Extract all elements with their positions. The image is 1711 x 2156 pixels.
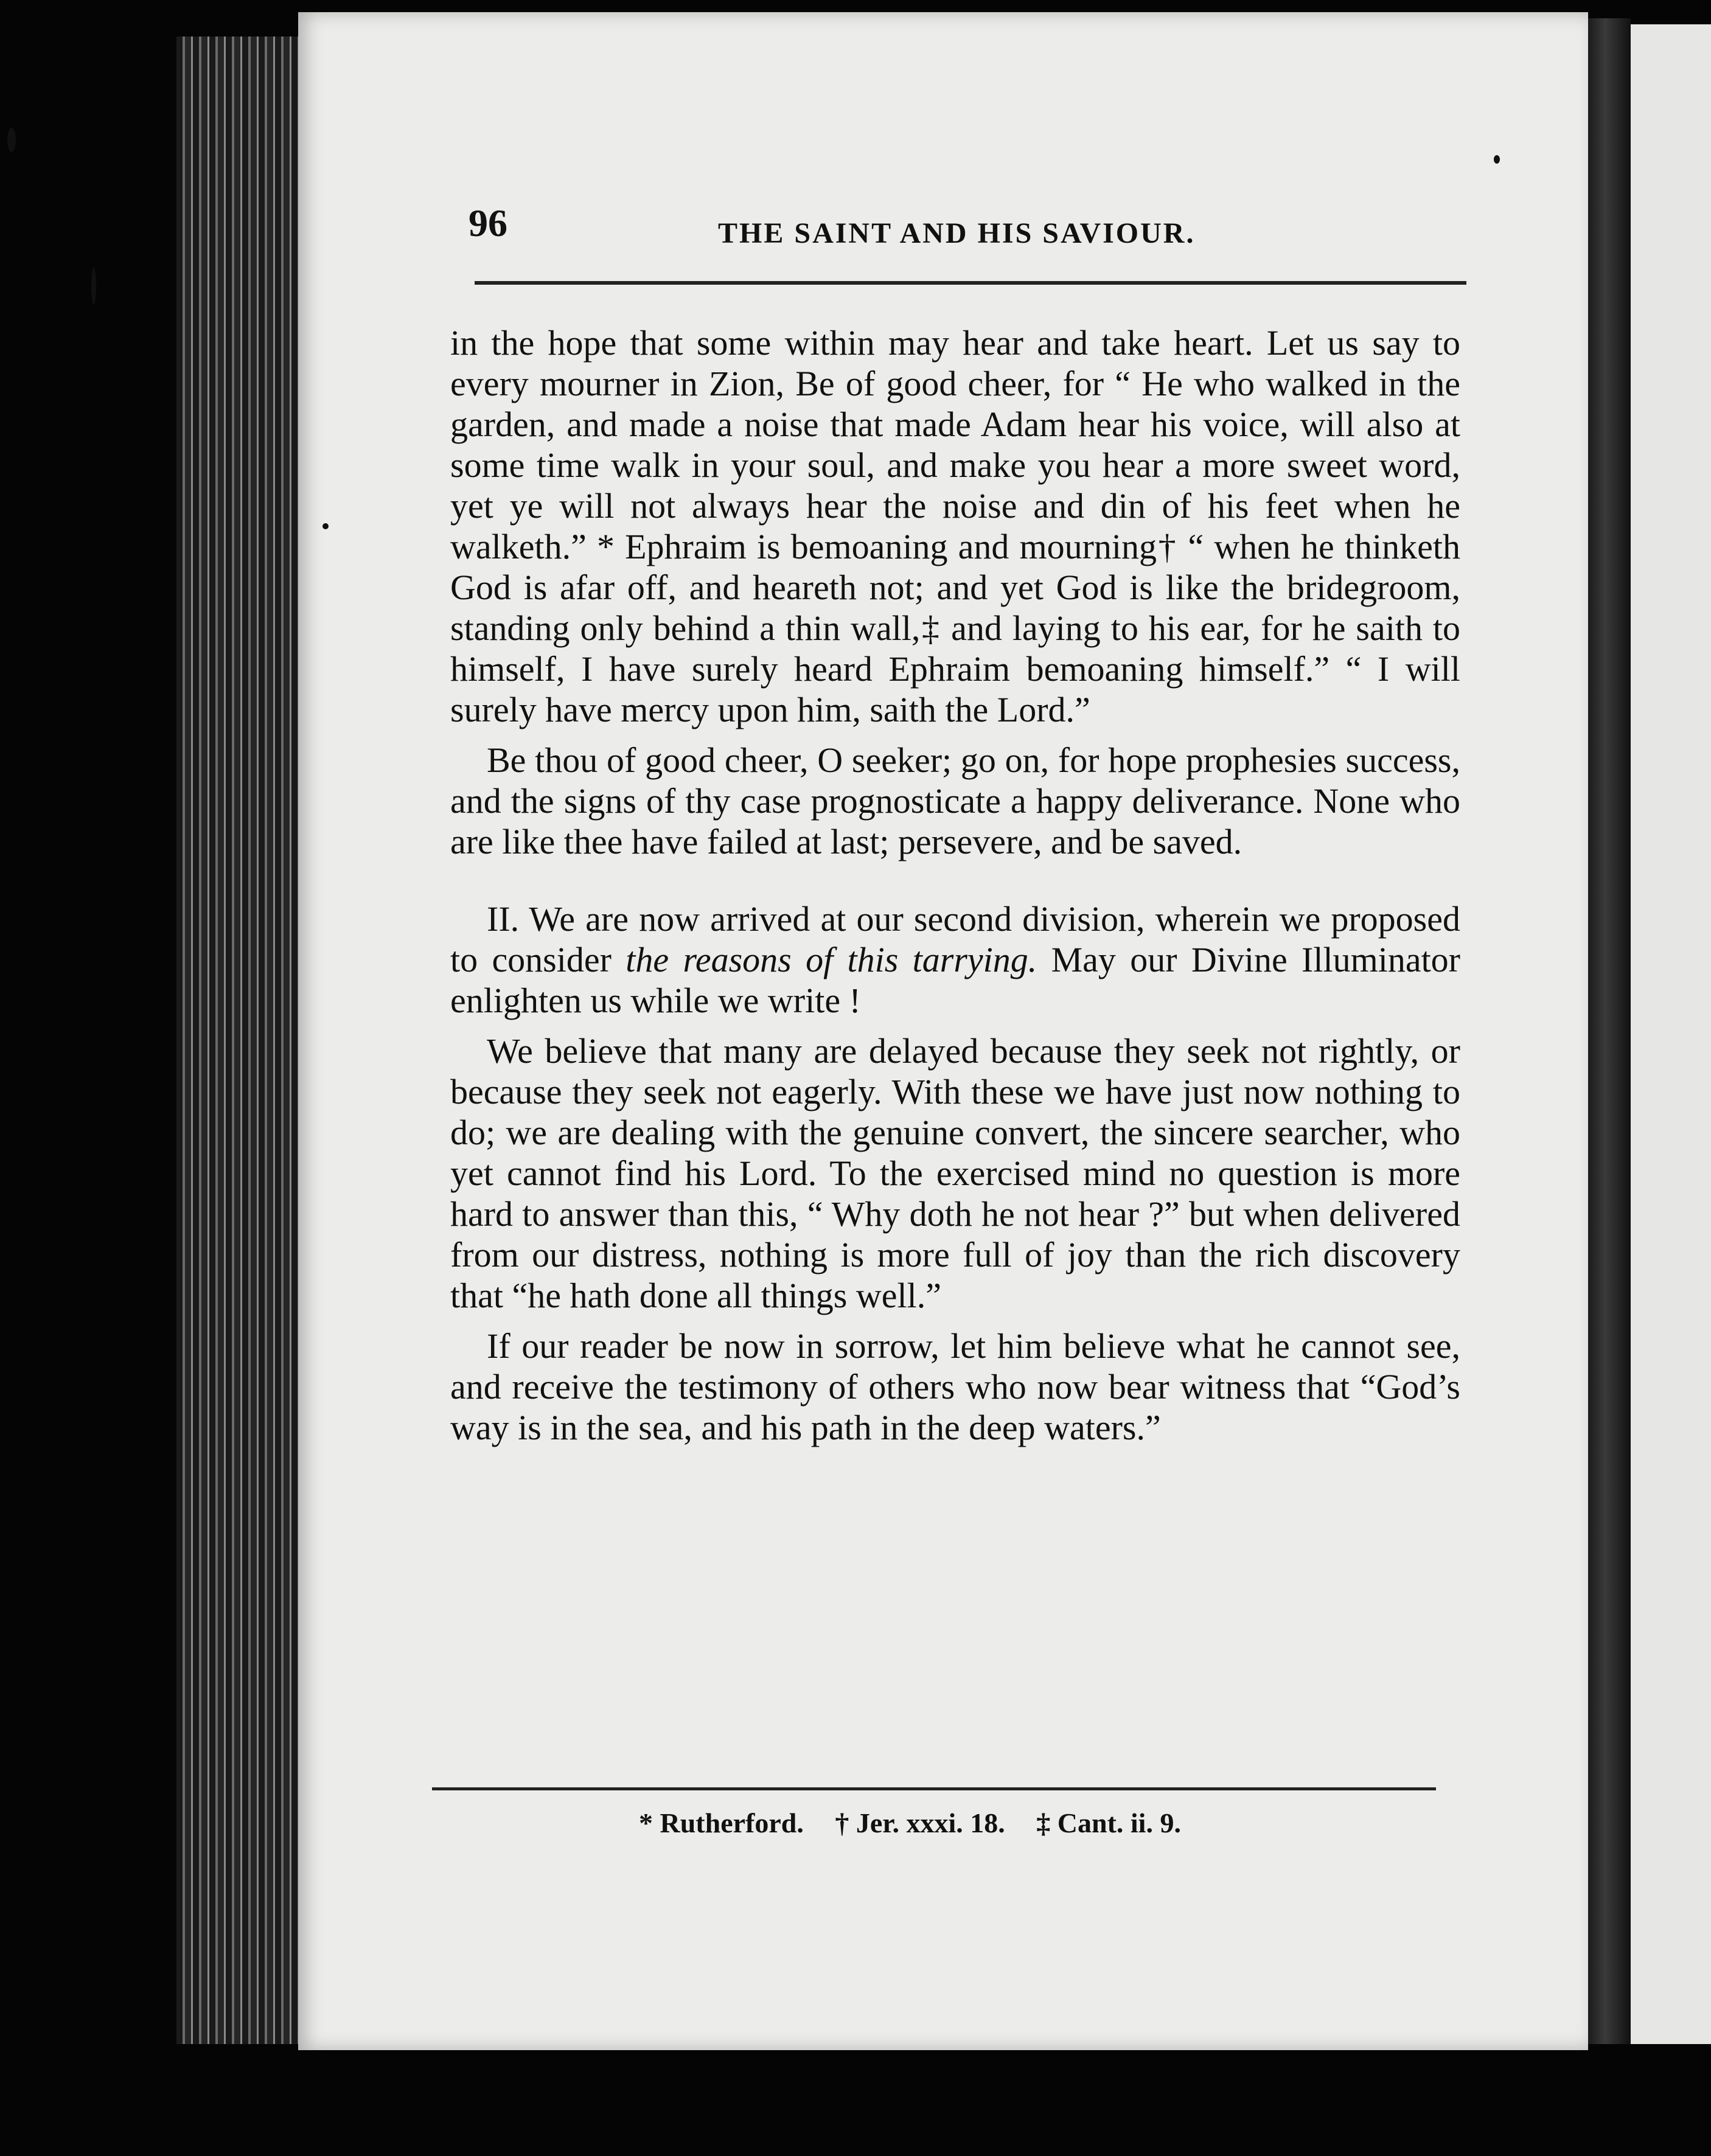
- next-page-sliver: [1631, 24, 1711, 2044]
- book-page-edges: [176, 37, 304, 2044]
- paragraph-delayed: We believe that many are delayed because they seek not rightly, or because they seek not eagerly. With these we have just now nothing to do; we are dealing with the genuine convert, the sincere searcher, who yet cannot find his Lord. To the exercised mind no question is more hard to answer than this, “ Why doth he not hear ?” but when delivered from our distress, nothing is more full of joy than the rich discovery that “he hath done all things well.”: [450, 1031, 1460, 1315]
- footnote-rutherford: * Rutherford.: [639, 1807, 804, 1838]
- footnote-jeremiah: † Jer. xxxi. 18.: [835, 1807, 1005, 1838]
- scan-speck: [7, 128, 16, 152]
- body-text: [450, 322, 1460, 1448]
- page-header: [469, 201, 1472, 274]
- paragraph-section-ii: [450, 899, 1460, 1021]
- scan-speck: [1494, 155, 1500, 164]
- section-ii-italic: the reasons of this tarrying.: [626, 940, 1037, 979]
- section-ii-suffix: May our Divine Illuminator enlighten us while we write !: [450, 940, 1460, 1020]
- scan-speck: [322, 523, 329, 529]
- paragraph-sorrow: If our reader be now in sorrow, let him believe what he cannot see, and receive the testimony of others who now bear witness that “God’s way is in the sea, and his path in the deep waters.”: [450, 1326, 1460, 1447]
- paragraph-seeker: Be thou of good cheer, O seeker; go on, for hope prophesies success, and the signs of thy case prognosticate a happy deliverance. None who are like thee have failed at last; persevere, and be saved.: [450, 740, 1460, 861]
- footnote-canticles: ‡ Cant. ii. 9.: [1036, 1807, 1181, 1838]
- paragraph-continuation: in the hope that some within may hear and take heart. Let us say to every mourner in Zion, Be of good cheer, for “ He who walked in the garden, and made a noise that made Adam hear his voice, will also at some time walk in your soul, and make you hear a more sweet word, yet ye will not always hear the noise and din of his feet when he walketh.” * Ephraim is bemoaning and mourning† “ when he thinketh God is afar off, and heareth not; and yet God is like the bridegroom, standing only behind a thin wall,‡ and laying to his ear, for he saith to himself, I have surely heard Ephraim bemoaning himself.” “ I will surely have mercy upon him, saith the Lord.”: [450, 323, 1460, 729]
- footnotes: [639, 1807, 1369, 1839]
- page-gutter-shadow: [1588, 18, 1631, 2044]
- footnote-rule: [432, 1787, 1436, 1790]
- section-ii-text: II. We are now arrived at our second division, wherein we proposed to consider: [450, 899, 1460, 979]
- page-number: 96: [469, 201, 507, 245]
- scan-speck: [91, 268, 96, 304]
- header-rule: [475, 281, 1466, 285]
- running-title: THE SAINT AND HIS SAVIOUR.: [718, 217, 1196, 249]
